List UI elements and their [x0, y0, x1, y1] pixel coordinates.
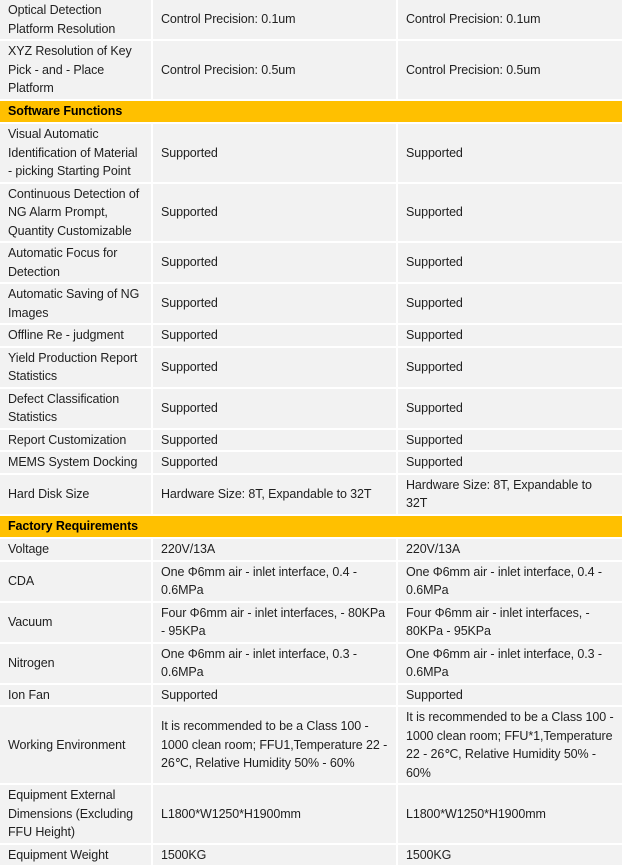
spec-row: [0, 429, 622, 452]
spec-label-cell: Hard Disk Size: [0, 474, 152, 515]
spec-row: [0, 784, 622, 844]
spec-value-cell-2: 1500KG: [397, 844, 622, 865]
spec-value-cell-1: 220V/13A: [152, 538, 397, 561]
spec-row: [0, 602, 622, 643]
spec-value-cell-2: Supported: [397, 451, 622, 474]
spec-row: [0, 643, 622, 684]
spec-value-cell-2: Control Precision: 0.5um: [397, 40, 622, 100]
spec-value-cell-1: Control Precision: 0.1um: [152, 0, 397, 40]
spec-row: [0, 538, 622, 561]
spec-value-cell-2: Control Precision: 0.1um: [397, 0, 622, 40]
spec-row: [0, 561, 622, 602]
spec-label-cell: Voltage: [0, 538, 152, 561]
spec-value-cell-2: Supported: [397, 324, 622, 347]
spec-label-cell: Offline Re - judgment: [0, 324, 152, 347]
spec-label-cell: Yield Production Report Statistics: [0, 347, 152, 388]
spec-value-cell-2: Supported: [397, 684, 622, 707]
spec-label-cell: Report Customization: [0, 429, 152, 452]
spec-value-cell-1: Supported: [152, 451, 397, 474]
spec-value-cell-1: Supported: [152, 684, 397, 707]
spec-label-cell: Visual Automatic Identification of Material - picking Starting Point: [0, 123, 152, 183]
spec-value-cell-1: Supported: [152, 283, 397, 324]
spec-label-cell: Equipment External Dimensions (Excluding FFU Height): [0, 784, 152, 844]
spec-row: [0, 242, 622, 283]
spec-row: [0, 183, 622, 243]
spec-value-cell-1: Supported: [152, 324, 397, 347]
spec-value-cell-1: Four Φ6mm air - inlet interfaces, - 80KPa - 95KPa: [152, 602, 397, 643]
spec-value-cell-1: Supported: [152, 183, 397, 243]
spec-value-cell-2: One Φ6mm air - inlet interface, 0.3 - 0.6MPa: [397, 643, 622, 684]
spec-value-cell-1: Supported: [152, 388, 397, 429]
spec-row: [0, 123, 622, 183]
spec-label-cell: Ion Fan: [0, 684, 152, 707]
spec-label-cell: Continuous Detection of NG Alarm Prompt, Quantity Customizable: [0, 183, 152, 243]
spec-value-cell-2: Supported: [397, 347, 622, 388]
spec-row: [0, 684, 622, 707]
spec-value-cell-1: One Φ6mm air - inlet interface, 0.4 - 0.6MPa: [152, 561, 397, 602]
spec-value-cell-2: Supported: [397, 242, 622, 283]
spec-label-cell: CDA: [0, 561, 152, 602]
spec-value-cell-2: It is recommended to be a Class 100 - 1000 clean room; FFU*1,Temperature 22 - 26℃, Relative Humidity 50% - 60%: [397, 706, 622, 784]
spec-row: [0, 324, 622, 347]
spec-value-cell-2: Supported: [397, 388, 622, 429]
spec-value-cell-1: 1500KG: [152, 844, 397, 865]
spec-label-cell: Defect Classification Statistics: [0, 388, 152, 429]
spec-value-cell-2: Supported: [397, 183, 622, 243]
spec-row: [0, 451, 622, 474]
spec-row: [0, 706, 622, 784]
spec-row: [0, 40, 622, 100]
spec-value-cell-2: One Φ6mm air - inlet interface, 0.4 - 0.6MPa: [397, 561, 622, 602]
spec-label-cell: Nitrogen: [0, 643, 152, 684]
spec-row: [0, 347, 622, 388]
spec-value-cell-2: 220V/13A: [397, 538, 622, 561]
spec-row: [0, 0, 622, 40]
section-header-label: Software Functions: [0, 100, 622, 124]
spec-value-cell-1: Control Precision: 0.5um: [152, 40, 397, 100]
section-header-row: [0, 515, 622, 539]
spec-label-cell: Automatic Focus for Detection: [0, 242, 152, 283]
spec-value-cell-2: Supported: [397, 429, 622, 452]
spec-label-cell: Vacuum: [0, 602, 152, 643]
spec-value-cell-1: It is recommended to be a Class 100 - 1000 clean room; FFU1,Temperature 22 - 26℃, Relative Humidity 50% - 60%: [152, 706, 397, 784]
spec-label-cell: XYZ Resolution of Key Pick - and - Place Platform: [0, 40, 152, 100]
spec-row: [0, 474, 622, 515]
spec-value-cell-1: Supported: [152, 429, 397, 452]
spec-row: [0, 388, 622, 429]
spec-value-cell-1: Supported: [152, 347, 397, 388]
spec-value-cell-2: Hardware Size: 8T, Expandable to 32T: [397, 474, 622, 515]
section-header-row: [0, 100, 622, 124]
spec-label-cell: Automatic Saving of NG Images: [0, 283, 152, 324]
section-header-label: Factory Requirements: [0, 515, 622, 539]
spec-row: [0, 844, 622, 865]
spec-value-cell-1: One Φ6mm air - inlet interface, 0.3 - 0.6MPa: [152, 643, 397, 684]
spec-label-cell: Optical Detection Platform Resolution: [0, 0, 152, 40]
spec-label-cell: Working Environment: [0, 706, 152, 784]
spec-value-cell-1: L1800*W1250*H1900mm: [152, 784, 397, 844]
spec-label-cell: MEMS System Docking: [0, 451, 152, 474]
spec-value-cell-2: Supported: [397, 123, 622, 183]
spec-value-cell-2: Supported: [397, 283, 622, 324]
spec-value-cell-1: Hardware Size: 8T, Expandable to 32T: [152, 474, 397, 515]
spec-value-cell-2: L1800*W1250*H1900mm: [397, 784, 622, 844]
spec-value-cell-1: Supported: [152, 242, 397, 283]
spec-row: [0, 283, 622, 324]
spec-value-cell-2: Four Φ6mm air - inlet interfaces, - 80KPa - 95KPa: [397, 602, 622, 643]
spec-value-cell-1: Supported: [152, 123, 397, 183]
spec-label-cell: Equipment Weight: [0, 844, 152, 865]
